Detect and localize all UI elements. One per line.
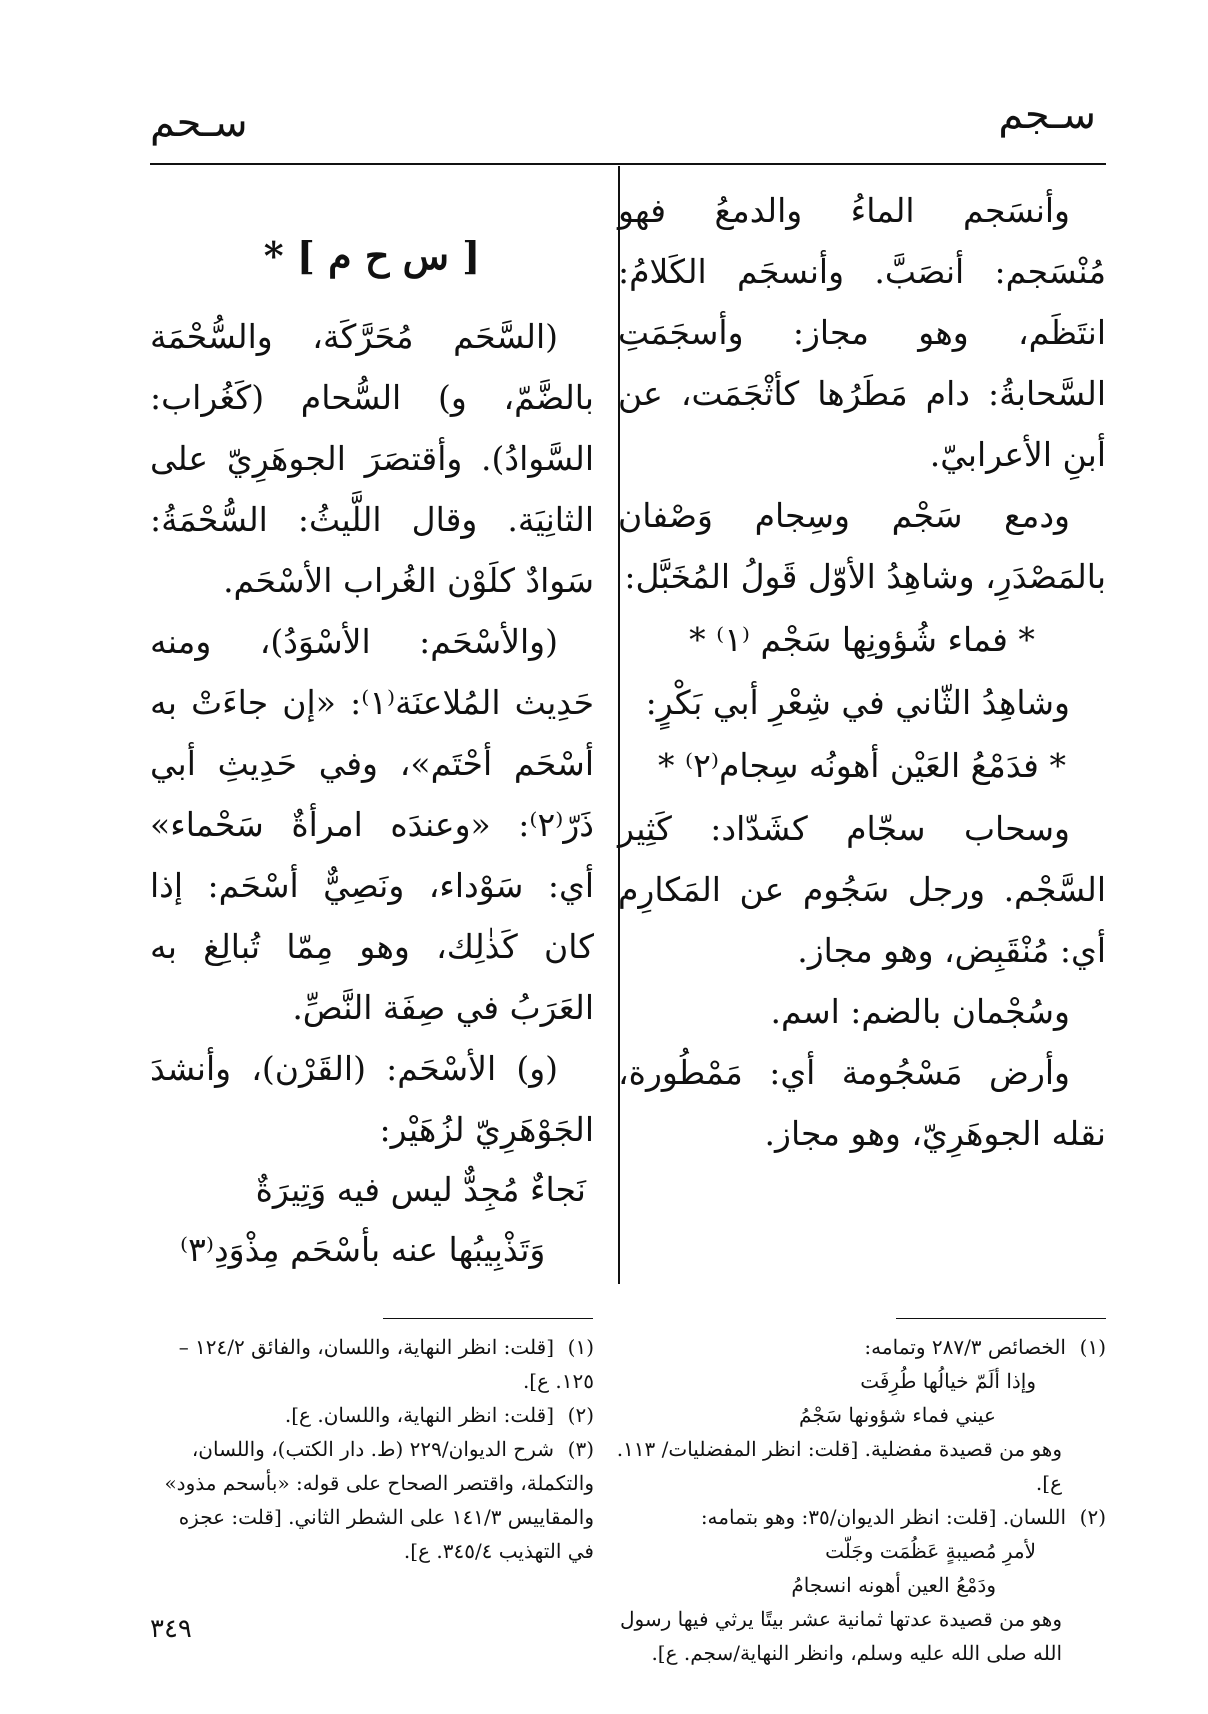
verse-hemistich-first: نَجاءٌ مُجِدٌّ ليس فيه وَتِيرَةٌ <box>255 1170 586 1209</box>
entry-paragraph: وسحاب سجّام كشَدّاد: كَثِير السَّجْم. ورجل سَجُوم عن المَكارِم أي: مُنْقَبِض، وهو مجاز. <box>618 809 1106 970</box>
right-column <box>618 180 1106 1164</box>
verse-line: * فماء شُؤونِها سَجْم ⁽١⁾ * <box>689 620 1035 659</box>
poem-verse <box>150 1160 594 1280</box>
header-rule <box>150 163 1106 165</box>
footnote-poem-line: لأمرِ مُصيبةٍ عَظُمَت وجَلّت <box>825 1539 1036 1563</box>
entry-paragraph: وشاهِدُ الثّاني في شِعْرِ أبي بَكْرٍ: <box>645 683 1070 722</box>
verse-hemistich-second: وَتَذْبِيبُها عنه بأسْحَم مِذْوَدِ⁽٣⁾ <box>180 1230 546 1269</box>
footnote-poem-line: ودَمْعُ العين أهونه انسجامُ <box>791 1573 996 1597</box>
footnote-poem-line: وإذا ألَمّ خيالُها طُرِفَت <box>860 1369 1036 1393</box>
footnote-rule-right <box>896 1318 1106 1319</box>
footnote-rule-left <box>383 1318 593 1319</box>
footnote-text: [قلت: انظر النهاية، واللسان. ع]. <box>284 1403 554 1427</box>
entry-paragraph: ودمع سَجْم وسِجام وَصْفان بالمَصْدَرِ، وشاهِدُ الأوّل قَولُ المُخَبَّل: <box>618 496 1106 596</box>
footnote-number: (١) <box>1079 1335 1106 1359</box>
entry-heading: [ س ح م ] * <box>263 233 481 278</box>
footnotes-right <box>606 1330 1106 1670</box>
left-column <box>150 180 594 1280</box>
footnote-number: (٢) <box>567 1403 594 1427</box>
header-word-left: سـحم <box>150 100 248 146</box>
verse-line: * فدَمْعُ العَيْن أهونُه سِجام⁽٢⁾ * <box>658 746 1066 785</box>
page-number: ٣٤٩ <box>150 1614 192 1644</box>
footnote-number: (٢) <box>1079 1505 1106 1529</box>
footnote-text: وهو من قصيدة عدتها ثمانية عشر بيتًا يرثي فيها رسول الله صلى الله عليه وسلم، وانظر النهاية/سجم. ع]. <box>619 1607 1062 1665</box>
entry-paragraph: (السَّحَم مُحَرَّكَة، والسُّحْمَة بالضَّمّ، و) السُّحام (كَغُراب: السَّوادُ). وأقتصَرَ الجوهَرِيّ على الثانِيَة. وقال اللَّيثُ: السُّحْمَةُ: سَوادٌ كلَوْن الغُراب الأسْحَم. <box>150 317 594 600</box>
entry-paragraph: (والأسْحَم: الأسْوَدُ)، ومنه حَدِيث المُلاعنَة⁽١⁾: «إن جاءَتْ به أسْحَم أحْتَم»، وفي حَدِيثِ أبي ذَرّ⁽٢⁾: «وعندَه امرأةٌ سَحْماء» أي: سَوْداء، ونَصِيٌّ أسْحَم: إذا كان كَذٰلِك، وهو مِمّا تُبالِغ به العَرَبُ في صِفَة النَّصِّ. <box>150 622 594 1027</box>
footnote-number: (١) <box>567 1335 594 1359</box>
footnote-text: اللسان. [قلت: انظر الديوان/٣٥: وهو بتمامه: <box>700 1505 1066 1529</box>
footnote-text: وهو من قصيدة مفضلية. [قلت: انظر المفضليات/ ١١٣. ع]. <box>616 1437 1062 1495</box>
entry-paragraph: وأنسَجم الماءُ والدمعُ فهو مُنْسَجم: أنصَبَّ. وأنسجَم الكَلامُ: انتَظَم، وهو مجاز: وأسجَمَتِ السَّحابةُ: دام مَطَرُها كأثْجَمَت، عن أبنِ الأعرابيّ. <box>618 191 1106 474</box>
footnote-poem-line: عيني فماء شؤونها سَجْمُ <box>799 1403 996 1427</box>
entry-paragraph: (و) الأسْحَم: (القَرْن)، وأنشدَ الجَوْهَرِيّ لزُهَيْر: <box>150 1049 594 1149</box>
entry-paragraph: وسُجْمان بالضم: اسم. <box>770 992 1070 1031</box>
footnote-number: (٣) <box>567 1437 594 1461</box>
header-word-right: سـجم <box>998 92 1096 138</box>
footnote-text: [قلت: انظر النهاية، واللسان، والفائق ١٢٤/٢ – ١٢٥. ع]. <box>178 1335 594 1393</box>
footnotes-left <box>150 1330 594 1568</box>
footnote-text: شرح الديوان/٢٢٩ (ط. دار الكتب)، واللسان، والتكملة، واقتصر الصحاح على قوله: «بأسحم مذود» والمقاييس ١٤١/٣ على الشطر الثاني. [قلت: عجزه في التهذيب ٣٤٥/٤. ع]. <box>164 1437 594 1563</box>
footnote-text: الخصائص ٢٨٧/٣ وتمامه: <box>864 1335 1066 1359</box>
entry-paragraph: وأرض مَسْجُومة أي: مَمْطُورة، نقله الجوهَرِيّ، وهو مجاز. <box>618 1053 1106 1153</box>
